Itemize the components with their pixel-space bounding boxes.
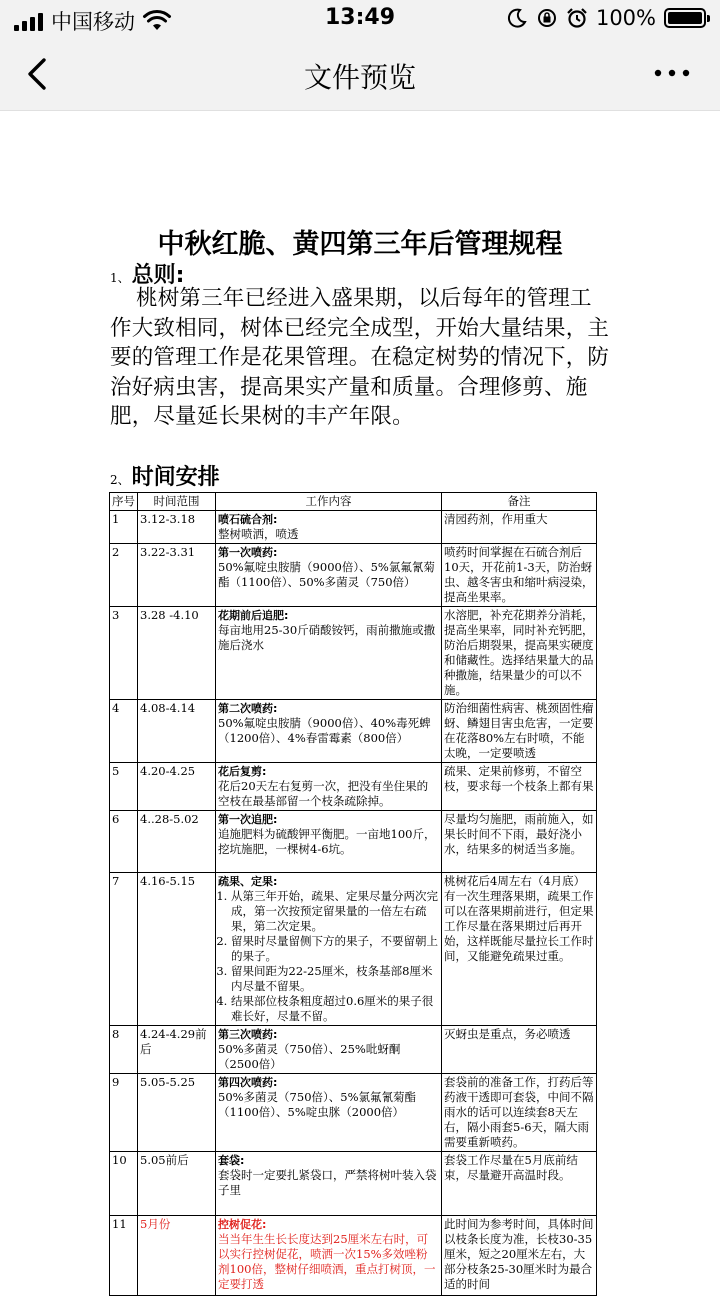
header-content: 工作内容 bbox=[216, 493, 442, 511]
cell-content bbox=[216, 607, 442, 700]
task-content: 当当年生生长长度达到25厘米左右时，可以实行控树促花，喷洒一次15%多效唑粉剂100倍，整树仔细喷洒，重点打树顶，一定要打透 bbox=[218, 1232, 436, 1291]
cell-time: 4..28-5.02 bbox=[138, 811, 216, 873]
table-row bbox=[110, 1216, 597, 1296]
cell-no: 1 bbox=[110, 511, 138, 544]
task-content: 50%氟啶虫胺腈（9000倍）、40%毒死蜱（1200倍）、4%春雷霉素（800倍） bbox=[218, 716, 431, 745]
table-row bbox=[110, 607, 597, 700]
header-time: 时间范围 bbox=[138, 493, 216, 511]
cell-content bbox=[216, 763, 442, 811]
cell-content bbox=[216, 1026, 442, 1074]
cell-no: 10 bbox=[110, 1152, 138, 1216]
cell-no: 6 bbox=[110, 811, 138, 873]
section-title: 总则: bbox=[131, 263, 185, 288]
cell-no: 3 bbox=[110, 607, 138, 700]
task-step: 2. 留果时尽量留侧下方的果子，不要留朝上的果子。 bbox=[231, 934, 439, 964]
task-content: 50%多菌灵（750倍）、5%氯氟氰菊酯（1100倍）、5%啶虫脒（2000倍） bbox=[218, 1090, 417, 1119]
table-header-row bbox=[110, 493, 597, 511]
cell-time: 4.16-5.15 bbox=[138, 873, 216, 1026]
task-title: 套袋: bbox=[218, 1154, 245, 1167]
cell-content bbox=[216, 544, 442, 607]
cell-content bbox=[216, 1074, 442, 1152]
task-title: 花后复剪: bbox=[218, 765, 267, 778]
section-heading-schedule bbox=[110, 460, 220, 491]
table-row bbox=[110, 511, 597, 544]
task-step: 1. 从第三年开始，疏果、定果尽量分两次完成，第一次按预定留果量的一倍左右疏果，第二次定果。 bbox=[231, 889, 439, 934]
battery-icon bbox=[664, 8, 706, 28]
cell-no: 4 bbox=[110, 700, 138, 763]
status-bar bbox=[0, 0, 720, 36]
header-no: 序号 bbox=[110, 493, 138, 511]
cell-no: 7 bbox=[110, 873, 138, 1026]
cell-time: 3.28 -4.10 bbox=[138, 607, 216, 700]
cell-content bbox=[216, 873, 442, 1026]
cell-note: 水溶肥，补充花期养分消耗，提高坐果率，同时补充钙肥，防治后期裂果，提高果实硬度和储藏性。选择结果量大的品种撒施，结果量少的可以不施。 bbox=[442, 607, 597, 700]
cell-time: 4.24-4.29前后 bbox=[138, 1026, 216, 1074]
cell-note: 套袋工作尽量在5月底前结束，尽量避开高温时段。 bbox=[442, 1152, 597, 1216]
page-title: 文件预览 bbox=[303, 61, 416, 94]
task-content: 50%氟啶虫胺腈（9000倍）、5%氯氟氰菊酯（1100倍）、50%多菌灵（750倍） bbox=[218, 560, 435, 589]
table-row bbox=[110, 544, 597, 607]
cell-note: 喷药时间掌握在石硫合剂后10天，开花前1-3天，防治蚜虫、越冬害虫和缩叶病浸染，提高坐果率。 bbox=[442, 544, 597, 607]
cell-no: 11 bbox=[110, 1216, 138, 1296]
cell-note: 此时间为参考时间，具体时间以枝条长度为准，长枝30-35厘米，短之20厘米左右，大部分枝条25-30厘米时为最合适的时间 bbox=[442, 1216, 597, 1296]
task-content: 整树喷洒，喷透 bbox=[218, 527, 299, 541]
schedule-table bbox=[109, 492, 597, 1296]
section-title: 时间安排 bbox=[131, 465, 220, 490]
cell-time: 4.20-4.25 bbox=[138, 763, 216, 811]
task-title: 控树促花: bbox=[218, 1218, 267, 1231]
cell-note: 清园药剂，作用重大 bbox=[442, 511, 597, 544]
orientation-lock-icon bbox=[536, 7, 558, 29]
task-step: 3. 留果间距为22-25厘米，枝条基部8厘米内尽量不留果。 bbox=[231, 964, 439, 994]
carrier-label: 中国移动 bbox=[51, 10, 135, 34]
task-content: 套袋时一定要扎紧袋口，严禁将树叶装入袋子里 bbox=[218, 1168, 437, 1197]
task-title: 第三次喷药: bbox=[218, 1028, 278, 1041]
document-title: 中秋红脆、黄四第三年后管理规程 bbox=[157, 229, 563, 260]
cell-time: 3.22-3.31 bbox=[138, 544, 216, 607]
cell-content bbox=[216, 1216, 442, 1296]
task-content: 追施肥料为硫酸钾平衡肥。一亩地100斤，挖坑施肥，一棵树4-6坑。 bbox=[218, 827, 436, 856]
table-row bbox=[110, 1026, 597, 1074]
cell-note: 疏果、定果前修剪，不留空枝，要求每一个枝条上都有果 bbox=[442, 763, 597, 811]
task-title: 花期前后追肥: bbox=[218, 609, 289, 622]
cell-content bbox=[216, 511, 442, 544]
cell-no: 5 bbox=[110, 763, 138, 811]
section-number: 1、 bbox=[110, 271, 130, 285]
intro-text: 桃树第三年已经进入盛果期，以后每年的管理工作大致相同，树体已经完全成型，开始大量结果，主要的管理工作是花果管理。在稳定树势的情况下，防治好病虫害，提高果实产量和质量。合理修剪、施肥，尽量延长果树的丰产年限。 bbox=[110, 286, 610, 429]
cell-note: 套袋前的准备工作，打药后等药液干透即可套袋，中间不隔雨水的话可以连续套8天左右，隔小雨套5-6天，隔大雨需要重新喷药。 bbox=[442, 1074, 597, 1152]
cell-time: 4.08-4.14 bbox=[138, 700, 216, 763]
battery-fill bbox=[668, 12, 702, 24]
cell-no: 9 bbox=[110, 1074, 138, 1152]
task-title: 喷石硫合剂: bbox=[218, 513, 278, 526]
intro-paragraph bbox=[110, 284, 610, 432]
task-content: 50%多菌灵（750倍）、25%吡蚜酮（2500倍） bbox=[218, 1042, 401, 1071]
status-time: 13:49 bbox=[324, 5, 396, 30]
task-title: 疏果、定果: bbox=[218, 875, 278, 888]
cell-time: 5.05-5.25 bbox=[138, 1074, 216, 1152]
more-dots-icon[interactable] bbox=[652, 66, 692, 80]
moon-icon bbox=[506, 7, 528, 29]
table-row bbox=[110, 763, 597, 811]
cell-time: 3.12-3.18 bbox=[138, 511, 216, 544]
alarm-icon bbox=[566, 7, 588, 29]
task-content: 每亩地用25-30斤硝酸铵钙，雨前撒施或撒施后浇水 bbox=[218, 623, 436, 652]
cell-time: 5.05前后 bbox=[138, 1152, 216, 1216]
cell-note: 灭蚜虫是重点，务必喷透 bbox=[442, 1026, 597, 1074]
cell-time: 5月份 bbox=[138, 1216, 216, 1296]
cell-content bbox=[216, 700, 442, 763]
task-title: 第二次喷药: bbox=[218, 702, 278, 715]
header-note: 备注 bbox=[442, 493, 597, 511]
table-row bbox=[110, 700, 597, 763]
task-title: 第一次追肥: bbox=[218, 813, 278, 826]
cell-note: 尽量均匀施肥，雨前施入，如果长时间不下雨，最好浇小水，结果多的树适当多施。 bbox=[442, 811, 597, 873]
cell-note: 桃树花后4周左右（4月底）有一次生理落果期，疏果工作可以在落果期前进行，但定果工作尽量在落果期过后再开始，这样既能尽量拉长工作时间，又能避免疏果过重。 bbox=[442, 873, 597, 1026]
document-preview[interactable] bbox=[0, 112, 720, 1291]
task-content: 花后20天左右复剪一次，把没有坐住果的空枝在最基部留一个枝条疏除掉。 bbox=[218, 779, 429, 808]
task-title: 第四次喷药: bbox=[218, 1076, 278, 1089]
task-title: 第一次喷药: bbox=[218, 546, 278, 559]
section-number: 2、 bbox=[110, 473, 130, 487]
table-row bbox=[110, 1152, 597, 1216]
nav-bar bbox=[0, 36, 720, 111]
cell-content bbox=[216, 1152, 442, 1216]
cell-note: 防治细菌性病害、桃颈固性瘤蚜、鳞翅目害虫危害，一定要在花落80%左右时喷，不能太晚，一定要喷透 bbox=[442, 700, 597, 763]
task-step: 4. 结果部位枝条粗度超过0.6厘米的果子很难长好，尽量不留。 bbox=[231, 994, 439, 1024]
cell-no: 8 bbox=[110, 1026, 138, 1074]
table-row bbox=[110, 1074, 597, 1152]
battery-percent: 100% bbox=[595, 6, 656, 30]
table-row bbox=[110, 811, 597, 873]
table-row bbox=[110, 873, 597, 1026]
cell-no: 2 bbox=[110, 544, 138, 607]
cell-content bbox=[216, 811, 442, 873]
task-steps bbox=[218, 889, 439, 1024]
